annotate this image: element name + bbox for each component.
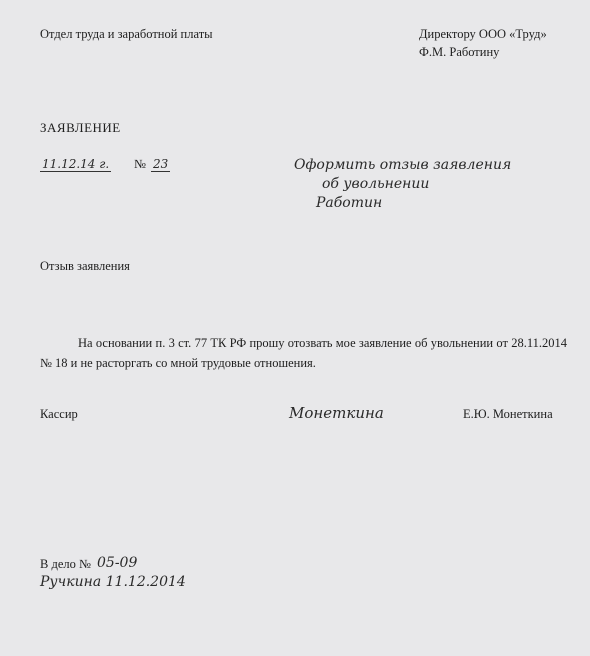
document-date: 11.12.14 г. [42, 157, 110, 171]
department-label: Отдел труда и заработной платы [40, 27, 213, 41]
filing-label: В дело № [40, 557, 91, 571]
document-number: 23 [153, 157, 169, 171]
body-paragraph: На основании п. 3 ст. 77 ТК РФ прошу отозвать мое заявление об увольнении от 28.11.2014 № 18 и не расторгать со мной трудовые отношения. [40, 336, 567, 370]
filing-signer-date: Ручкина 11.12.2014 [40, 574, 186, 590]
signer-name: Е.Ю. Монеткина [463, 407, 553, 421]
resolution-line-2: об увольнении [322, 176, 430, 192]
filing-case-number: 05-09 [97, 555, 138, 571]
document-type-title: ЗАЯВЛЕНИЕ [40, 120, 121, 135]
signature-position: Кассир [40, 407, 78, 421]
handwritten-signature: Монеткина [289, 404, 384, 422]
resolution-line-1: Оформить отзыв заявления [294, 157, 512, 173]
addressee-line-1: Директору ООО «Труд» [419, 27, 547, 41]
resolution-signature: Работин [316, 195, 383, 211]
addressee-line-2: Ф.М. Работину [419, 45, 500, 59]
document-number-label: № [134, 157, 146, 171]
subject-line: Отзыв заявления [40, 259, 130, 273]
